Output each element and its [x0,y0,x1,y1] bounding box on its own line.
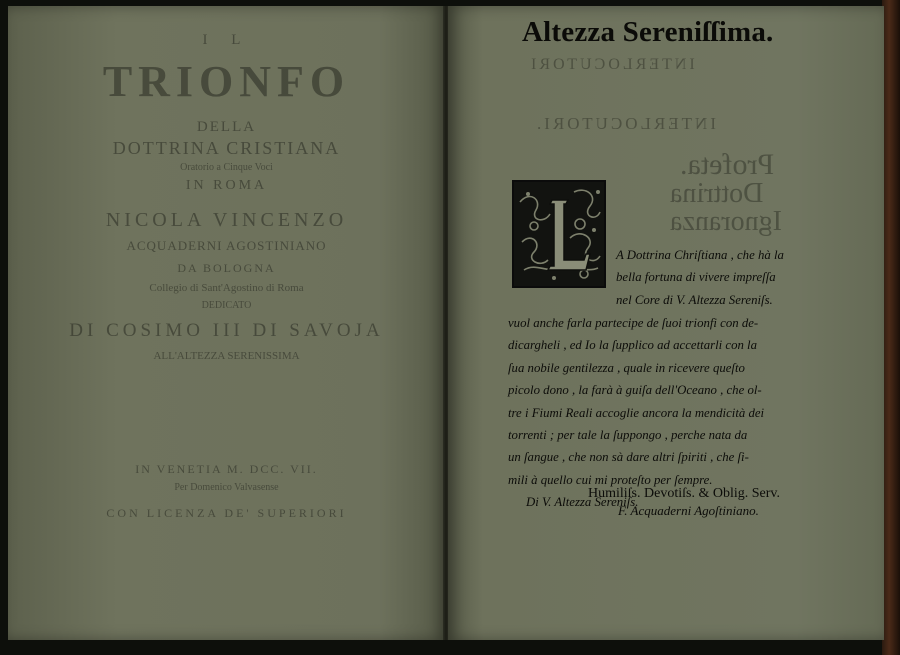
decorated-initial-letter-image [512,180,606,288]
text-line: picolo dono , la farà à guiſa dell'Oceano , che ol- [508,383,762,398]
bleed-through-text: DI COSIMO III DI SAVOJA [69,320,384,341]
signature-name: F. Acquaderni Agoſtiniano. [618,503,759,518]
text-line: torrenti ; per tale la ſuppongo , perche nata da [508,427,748,442]
bleed-through-text: Dottrina [670,178,764,209]
bleed-through-text: Profeta. [680,148,775,181]
right-page [448,6,884,640]
bleed-through-text: TRIONFO [102,57,351,106]
left-page [8,6,445,640]
text-line: vuol anche farla partecipe de ſuoi trionfi con de- [508,316,759,330]
text-line: tre i Fiumi Reali accoglie ancora la mendicità dei [508,405,765,420]
bleed-through-text: ACQUADERNI AGOSTINIANO [126,238,327,253]
bleed-through-text: Ignoranza [670,206,782,237]
bleed-through-text: INTERLOCUTORI [528,56,695,73]
text-line: un ſangue , che non sà dare altri ſpiriti , che ſi- [508,450,749,465]
bleed-through-text: CON LICENZA DE' SUPERIORI [106,506,347,520]
bleed-through-text: INTERLOCUTORI. [534,114,716,133]
bleed-through-text: DEDICATO [201,300,252,311]
text-line: ſua nobile gentilezza , quale in ricevere queſto [508,360,745,375]
text-line: Di V. Altezza Sereniſs. [526,495,639,510]
text-line: A Dottrina Chriſtiana , che hà la [616,248,784,262]
bleed-through-text: IN ROMA [185,178,268,193]
letter-opening [616,244,784,311]
page-heading: Altezza Sereniſſima. [522,16,774,48]
bleed-through-text: Collegio di Sant'Agostino di Roma [149,282,304,294]
floral-initial-ornament [514,182,604,286]
bleed-through-text: Per Domenico Valvasense [174,482,279,493]
bleed-through-text: DOTTRINA CRISTIANA [112,138,341,158]
bleed-through-text: IN VENETIA M. DCC. VII. [135,462,318,476]
text-line: mili à quello cui mi proteſto per ſempre. [508,472,713,487]
letter-body [508,312,764,514]
bleed-through-text: Oratorio a Cinque Voci [180,162,273,173]
book-cover-edge [882,0,900,655]
bleed-through-text: I L [202,32,251,48]
signature-title: Humiliſs. Devotiſs. & Oblig. Serv. [588,486,780,501]
bleed-through-text: ALL'ALTEZZA SERENISSIMA [153,350,300,362]
bleed-through-text: DA BOLOGNA [177,261,276,275]
text-line: dicargheli , ed Io la ſupplico ad accettarli con la [508,338,758,353]
bleed-through-text: NICOLA VINCENZO [105,209,348,231]
bleed-through-text: DELLA [196,119,257,135]
text-line: bella fortuna di vivere impreſſa [616,270,776,285]
text-line: nel Core di V. Altezza Sereniſs. [616,292,773,307]
